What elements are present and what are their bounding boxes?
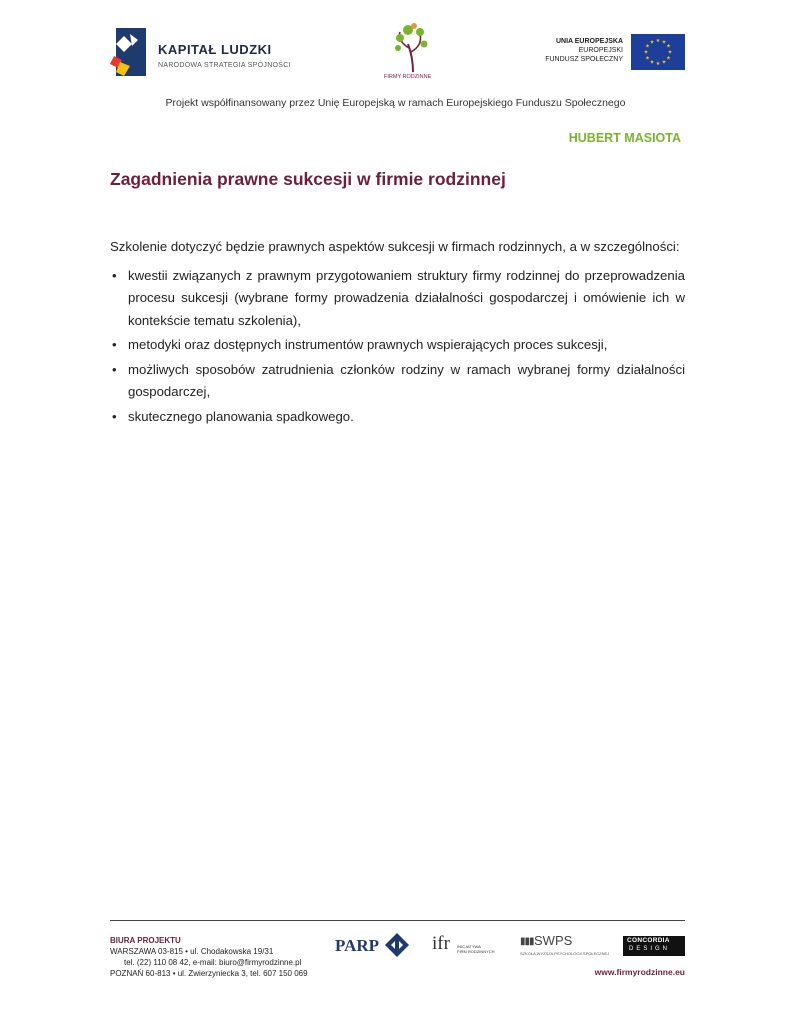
kapital-ludzki-logo	[110, 26, 310, 82]
page-title: Zagadnienia prawne sukcesji w firmie rodzinnej	[110, 169, 506, 189]
svg-text:★: ★	[667, 49, 673, 56]
firmy-rodzinne-logo	[378, 22, 448, 88]
list-item: • skutecznego planowania spadkowego.	[110, 406, 685, 429]
ifr-sub-line1: INICJATYWA	[457, 944, 481, 949]
intro-paragraph: Szkolenie dotyczyć będzie prawnych aspektów sukcesji w firmach rodzinnych, a w szczególności:	[110, 239, 680, 254]
main-content	[110, 236, 685, 430]
office-heading: BIURA PROJEKTU	[110, 936, 181, 945]
svg-text:★: ★	[643, 49, 649, 56]
svg-text:★: ★	[649, 39, 655, 46]
parp-label: PARP	[335, 936, 380, 955]
author-name: HUBERT MASIOTA	[568, 131, 681, 145]
page-header	[110, 22, 685, 92]
svg-text:★: ★	[655, 38, 661, 44]
swps-label: SWPS	[534, 933, 573, 948]
list-item: • możliwych sposobów zatrudnienia członków rodziny w ramach wybranej formy działalności gospodarczej,	[110, 359, 685, 404]
swps-subtitle: SZKOŁA WYŻSZA PSYCHOLOGII SPOŁECZNEJ	[520, 951, 610, 956]
swps-logo	[520, 933, 610, 961]
svg-text:★: ★	[661, 39, 667, 46]
ifr-label: ifr	[432, 933, 450, 954]
parp-emblem-icon	[385, 933, 409, 957]
list-item: • metodyki oraz dostępnych instrumentów prawnych wspierających proces sukcesji,	[110, 334, 685, 357]
eu-text	[545, 37, 623, 64]
eu-line3: FUNDUSZ SPOŁECZNY	[545, 56, 623, 63]
website-link[interactable]: www.firmyrodzinne.eu	[594, 967, 685, 977]
office-warsaw: WARSZAWA 03-815 • ul. Chodakowska 19/31	[110, 947, 274, 956]
cofinancing-note: Projekt współfinansowany przez Unię Europejską w ramach Europejskiego Funduszu Społecznego	[165, 97, 626, 109]
eu-flag-icon	[631, 34, 685, 70]
tree-icon	[378, 22, 448, 74]
svg-text:★: ★	[645, 43, 650, 50]
ifr-logo	[432, 931, 504, 959]
eu-line1: UNIA EUROPEJSKA	[555, 38, 623, 45]
swps-bars-icon: ▮▮▮	[520, 936, 534, 947]
svg-text:★: ★	[655, 61, 661, 67]
firmy-rodzinne-label: FIRMY RODZINNE	[384, 74, 432, 80]
concordia-line2: DESIGN	[629, 946, 671, 952]
office-contact: tel. (22) 110 08 42, e-mail: biuro@firmyrodzinne.pl	[124, 958, 302, 967]
kapital-ludzki-emblem-icon	[110, 26, 150, 78]
project-office-info	[110, 935, 308, 979]
topics-list	[110, 265, 685, 429]
kapital-ludzki-title: KAPITAŁ LUDZKI	[158, 42, 272, 57]
ifr-sub-line2: FIRM RODZINNYCH	[457, 949, 495, 954]
eu-line2: EUROPEJSKI	[578, 47, 623, 54]
eu-logo	[535, 34, 685, 72]
office-poznan: POZNAŃ 60-813 • ul. Zwierzyniecka 3, tel. 607 150 069	[110, 969, 308, 978]
svg-text:★: ★	[649, 59, 655, 66]
svg-text:★: ★	[661, 59, 667, 66]
kapital-ludzki-subtitle: NARODOWA STRATEGIA SPÓJNOŚCI	[158, 62, 291, 69]
svg-text:★: ★	[645, 55, 650, 62]
list-item: • kwestii związanych z prawnym przygotowaniem struktury firmy rodzinnej do przeprowadzenia procesu sukcesji (wybrane formy prowadzenia działalności gospodarczej i omówienie ich w kontekście tematu szkolenia),	[110, 265, 685, 333]
concordia-line1: CONCORDIA	[627, 937, 670, 944]
page-footer	[110, 920, 685, 991]
ifr-subtitle	[457, 944, 495, 954]
parp-logo	[335, 932, 409, 958]
svg-text:★: ★	[666, 43, 671, 50]
concordia-design-logo	[623, 936, 685, 956]
svg-text:★: ★	[666, 55, 671, 62]
